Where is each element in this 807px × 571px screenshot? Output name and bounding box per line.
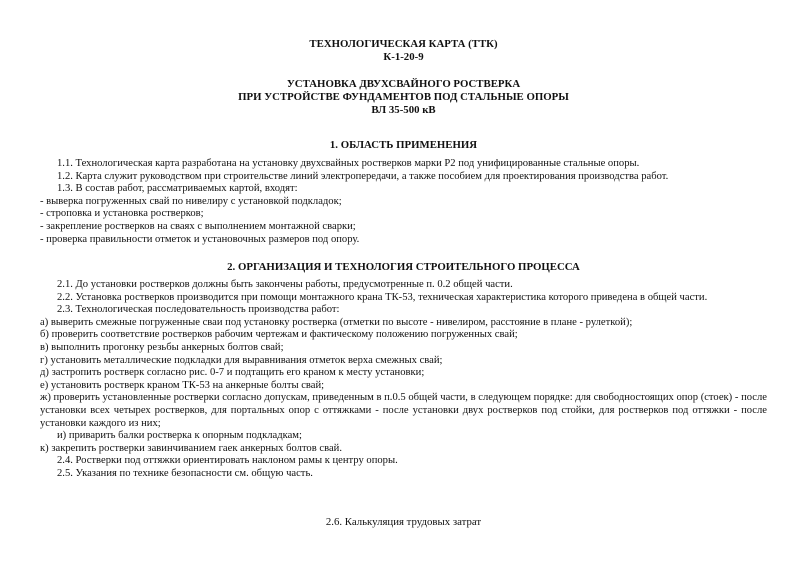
document-code: К-1-20-9 [383,51,424,63]
paragraph-2-4: 2.4. Ростверки под оттяжки ориентировать наклоном рамы к центру опоры. [57,455,398,467]
list-item: - проверка правильности отметок и установочных размеров под опору. [40,233,360,245]
subsection-2-6-heading: 2.6. Калькуляция трудовых затрат [325,516,482,528]
document-type: ТЕХНОЛОГИЧЕСКАЯ КАРТА (ТТК) [309,38,498,50]
title-line-3: ВЛ 35-500 кВ [371,104,436,116]
paragraph-2-2: 2.2. Установка ростверков производится при помощи монтажного крана ТК-53, техническая характеристика которого приведена в общей части. [57,291,708,303]
list-item: к) закрепить ростверки завинчиванием гаек анкерных болтов свай. [40,442,342,454]
list-item: - строповка и установка ростверков; [40,208,204,220]
list-item: а) выверить смежные погруженные сваи под установку ростверка (отметки по высоте - нивелиром, расстояние в плане - рулеткой); [40,316,633,328]
title-line-2: ПРИ УСТРОЙСТВЕ ФУНДАМЕНТОВ ПОД СТАЛЬНЫЕ ОПОРЫ [238,91,569,103]
list-item: и) приварить балки ростверка к опорным подкладкам; [57,430,302,442]
document-title [0,78,807,117]
list-item: е) установить ростверк краном ТК-53 на анкерные болты свай; [40,379,325,391]
paragraph-1-1: 1.1. Технологическая карта разработана на установку двухсвайных ростверков марки Р2 под унифицированные стальные опоры. [57,158,640,169]
list-item: - закрепление ростверков на сваях с выполнением монтажной сварки; [40,220,356,232]
paragraph-1-3: 1.3. В состав работ, рассматриваемых картой, входят: [57,183,298,195]
title-line-1: УСТАНОВКА ДВУХСВАЙНОГО РОСТВЕРКА [286,78,521,90]
section-2-body [40,279,767,481]
list-item: б) проверить соответствие ростверков рабочим чертежам и фактическому положению погруженных свай; [40,329,518,341]
document-header [0,38,807,64]
paragraph-2-5: 2.5. Указания по технике безопасности см. общую часть. [57,467,313,479]
section-1-body [40,158,767,246]
section-1-heading: 1. ОБЛАСТЬ ПРИМЕНЕНИЯ [329,139,478,151]
list-item: - выверка погруженных свай по нивелиру с установкой подкладок; [40,195,342,207]
list-item: в) выполнить прогонку резьбы анкерных болтов свай; [40,341,284,353]
list-item: г) установить металлические подкладки для выравнивания отметок верха смежных свай; [40,354,443,366]
paragraph-2-1: 2.1. До установки ростверков должны быть закончены работы, предусмотренные п. 0.2 общей части. [57,279,513,290]
paragraph-1-2: 1.2. Карта служит руководством при строительстве линий электропередачи, а также пособием для проектирования производства работ. [57,170,669,182]
section-2-heading: 2. ОРГАНИЗАЦИЯ И ТЕХНОЛОГИЯ СТРОИТЕЛЬНОГО ПРОЦЕССА [227,261,580,273]
list-item: д) застропить ростверк согласно рис. 0-7 и подтащить его краном к месту установки; [40,367,425,379]
paragraph-2-3: 2.3. Технологическая последовательность производства работ: [57,304,340,316]
list-item: ж) проверить установленные ростверки согласно допускам, приведенным в п.0.5 общей части, в следующем порядке: для свободностоящих опор (стоек) - после установки всех четырех ростверков, для портальных опор с оттяжками - после установки двух ростверков под стойки, для ростверков под оттяжки - после установки каждого из них; [40,392,767,429]
